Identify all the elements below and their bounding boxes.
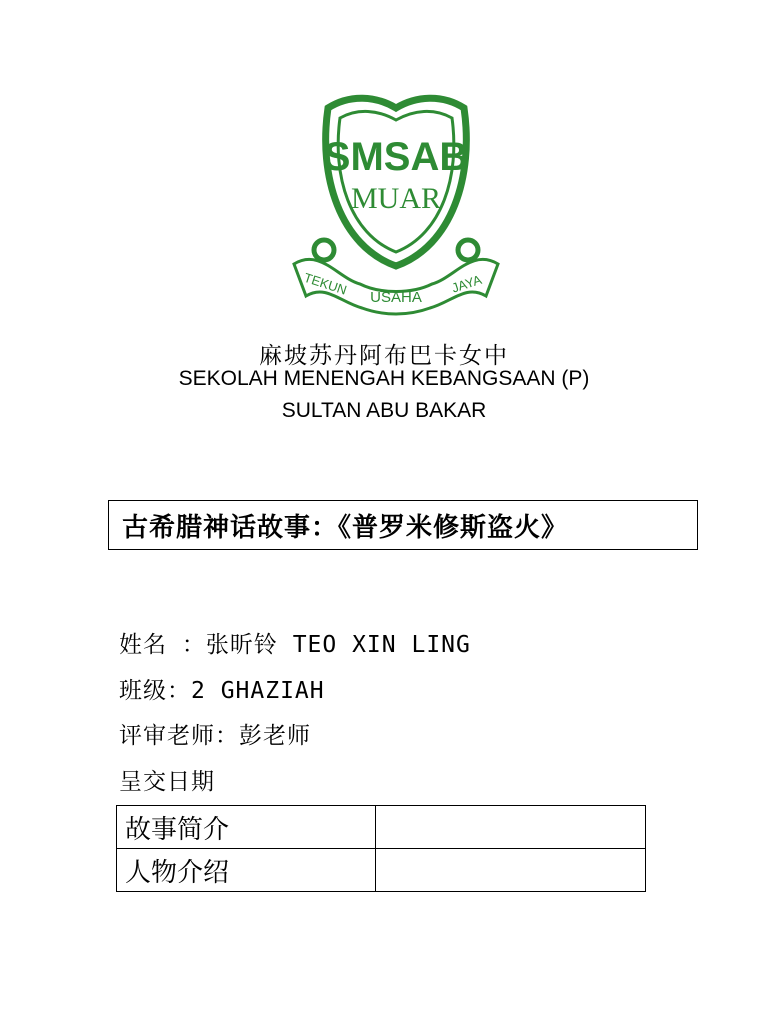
table-cell-label: 人物介绍: [117, 849, 376, 892]
school-crest-logo: [280, 88, 512, 320]
table-cell-label: 故事简介: [117, 806, 376, 849]
school-name-chinese: 麻坡苏丹阿布巴卡女中: [259, 343, 509, 369]
table-row: [117, 849, 646, 892]
logo-motto-1: TEKUN: [302, 269, 349, 298]
logo-motto-3: JAYA: [449, 271, 484, 296]
submission-date: 呈交日期: [119, 769, 215, 795]
document-title: 古希腊神话故事：《普罗米修斯盗火》: [108, 500, 698, 550]
student-class: 班级：2 GHAZIAH: [119, 678, 325, 704]
logo-subtitle: MUAR: [350, 182, 442, 215]
logo-title: SMSAB: [323, 135, 469, 179]
student-name: 姓名 ：张昕铃 TEO XIN LING: [119, 632, 471, 658]
reviewing-teacher: 评审老师：彭老师: [119, 723, 311, 749]
contents-table: [116, 805, 646, 892]
table-row: [117, 806, 646, 849]
school-name-english-line2: SULTAN ABU BAKAR: [281, 399, 487, 422]
table-cell-value: [376, 849, 646, 892]
logo-motto-2: USAHA: [370, 289, 422, 306]
table-cell-value: [376, 806, 646, 849]
school-name-english-line1: SEKOLAH MENENGAH KEBANGSAAN (P): [178, 367, 590, 390]
